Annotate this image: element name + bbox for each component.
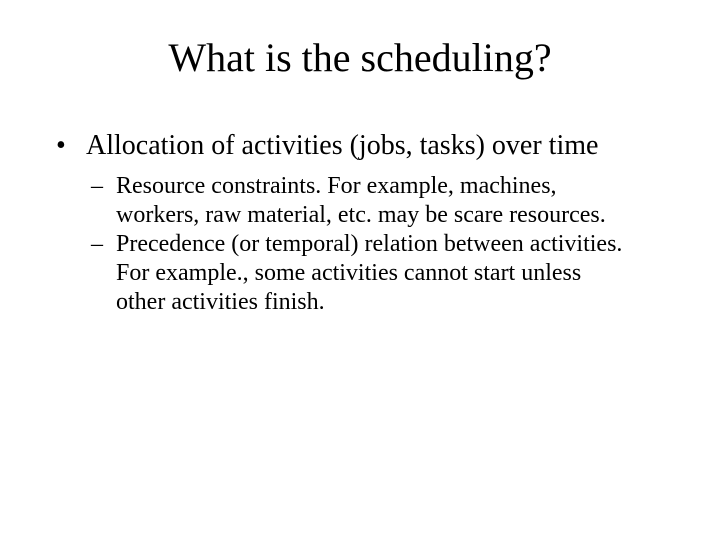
sub-bullet-line: Resource constraints. For example, machines, — [116, 173, 557, 199]
sub-bullet-marker: – — [91, 231, 103, 257]
sub-bullet-item — [0, 230, 720, 317]
bullet-item — [0, 126, 720, 166]
sub-bullet-text — [116, 172, 716, 230]
sub-bullet-line: For example., some activities cannot start unless — [116, 260, 582, 286]
bullet-text: Allocation of activities (jobs, tasks) over time — [86, 130, 599, 161]
sub-bullet-line: Precedence (or temporal) relation between activities. — [116, 231, 623, 257]
sub-bullet-line: other activities finish. — [116, 289, 325, 315]
slide-body — [0, 126, 720, 317]
slide-title-text: What is the scheduling? — [168, 35, 552, 80]
slide-title — [0, 34, 720, 82]
sub-bullet-list — [0, 172, 720, 317]
sub-bullet-marker: – — [91, 173, 103, 199]
sub-bullet-item — [0, 172, 720, 230]
bullet-marker: • — [56, 130, 66, 161]
sub-bullet-text — [116, 230, 716, 317]
sub-bullet-line: workers, raw material, etc. may be scare resources. — [116, 202, 606, 228]
